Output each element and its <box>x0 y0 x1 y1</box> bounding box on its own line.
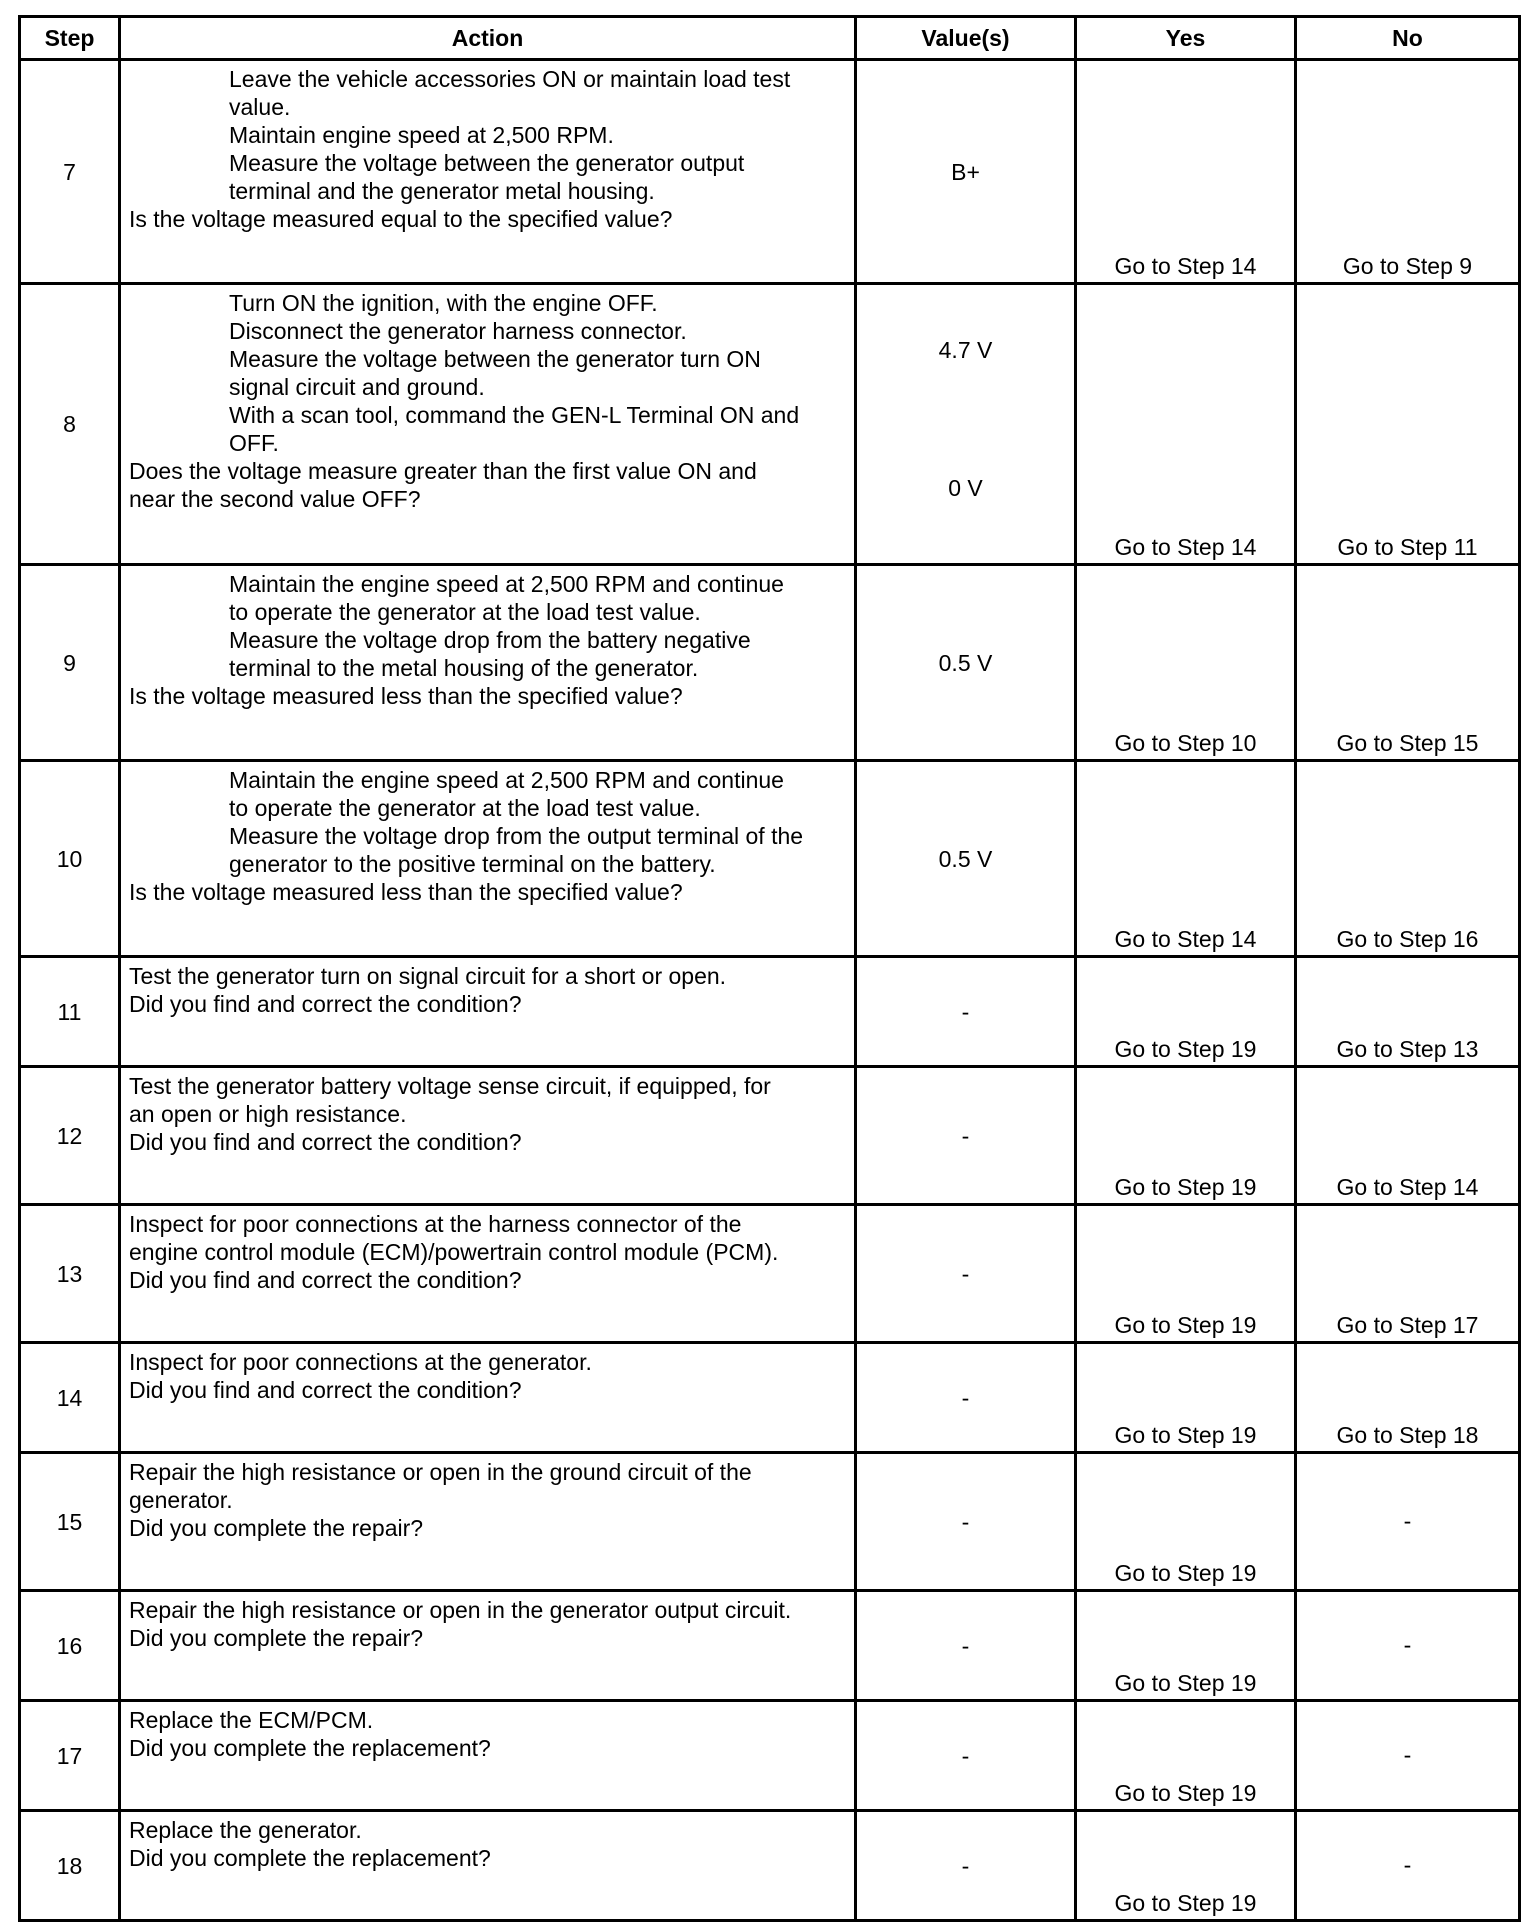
action-text <box>129 1816 846 1844</box>
step-number: 10 <box>20 761 120 957</box>
action-line: Inspect for poor connections at the generator. <box>129 1349 592 1375</box>
action-line: generator. <box>129 1487 233 1513</box>
action-line: engine control module (ECM)/powertrain control module (PCM). <box>129 1239 779 1265</box>
step-number: 15 <box>20 1453 120 1591</box>
action-text <box>129 1348 846 1376</box>
instruction-list <box>129 65 846 205</box>
table-row <box>20 1343 1520 1453</box>
step-number: 8 <box>20 284 120 565</box>
instruction: Maintain engine speed at 2,500 RPM. <box>229 122 614 148</box>
instruction: terminal and the generator metal housing. <box>229 178 655 204</box>
instruction: Disconnect the generator harness connector. <box>229 318 687 344</box>
no-cell: - <box>1296 1811 1520 1921</box>
table-row <box>20 957 1520 1067</box>
no-cell: Go to Step 15 <box>1296 565 1520 761</box>
instruction-list <box>129 766 846 878</box>
action-line: an open or high resistance. <box>129 1101 407 1127</box>
instruction: Maintain the engine speed at 2,500 RPM and continue <box>229 767 784 793</box>
instruction: to operate the generator at the load test value. <box>229 599 701 625</box>
header-values: Value(s) <box>856 17 1076 60</box>
question-line: Does the voltage measure greater than the first value ON and <box>129 458 757 484</box>
question: Did you find and correct the condition? <box>129 1129 522 1155</box>
step-number: 18 <box>20 1811 120 1921</box>
table-row <box>20 1811 1520 1921</box>
instruction: terminal to the metal housing of the generator. <box>229 655 699 681</box>
instruction: signal circuit and ground. <box>229 374 485 400</box>
instruction: Turn ON the ignition, with the engine OFF. <box>229 290 658 316</box>
value-off: 0 V <box>948 475 983 501</box>
action-line: Test the generator battery voltage sense circuit, if equipped, for <box>129 1073 771 1099</box>
table-row <box>20 565 1520 761</box>
step-number: 14 <box>20 1343 120 1453</box>
value-cell: 0.5 V <box>856 761 1076 957</box>
action-cell <box>120 1591 856 1701</box>
step-number: 13 <box>20 1205 120 1343</box>
question: Is the voltage measured equal to the specified value? <box>129 206 673 232</box>
no-cell: Go to Step 11 <box>1296 284 1520 565</box>
table-row <box>20 1591 1520 1701</box>
table-row <box>20 60 1520 284</box>
action-line: Repair the high resistance or open in the generator output circuit. <box>129 1597 792 1623</box>
value-cell: - <box>856 1205 1076 1343</box>
instruction: Measure the voltage drop from the battery negative <box>229 627 751 653</box>
action-cell <box>120 1067 856 1205</box>
yes-cell: Go to Step 19 <box>1076 1453 1296 1591</box>
yes-cell: Go to Step 14 <box>1076 284 1296 565</box>
yes-cell: Go to Step 19 <box>1076 1701 1296 1811</box>
action-cell <box>120 565 856 761</box>
no-cell: Go to Step 18 <box>1296 1343 1520 1453</box>
instruction: Maintain the engine speed at 2,500 RPM and continue <box>229 571 784 597</box>
table-row <box>20 1701 1520 1811</box>
header-action: Action <box>120 17 856 60</box>
action-cell <box>120 1701 856 1811</box>
action-text <box>129 962 846 990</box>
question: Did you complete the repair? <box>129 1625 424 1651</box>
action-text <box>129 1072 846 1128</box>
table-row <box>20 1205 1520 1343</box>
value-cell: - <box>856 957 1076 1067</box>
question <box>129 457 846 513</box>
action-text <box>129 1706 846 1734</box>
table-row <box>20 1067 1520 1205</box>
action-text <box>129 1210 846 1266</box>
action-cell <box>120 1205 856 1343</box>
step-number: 7 <box>20 60 120 284</box>
yes-cell: Go to Step 19 <box>1076 1205 1296 1343</box>
value-cell: - <box>856 1453 1076 1591</box>
table-row <box>20 1453 1520 1591</box>
value-cell: - <box>856 1067 1076 1205</box>
question: Is the voltage measured less than the specified value? <box>129 879 683 905</box>
table-row <box>20 284 1520 565</box>
value-cell: - <box>856 1811 1076 1921</box>
value-cell: B+ <box>856 60 1076 284</box>
instruction: With a scan tool, command the GEN-L Terminal ON and <box>229 402 800 428</box>
action-line: Test the generator turn on signal circuit for a short or open. <box>129 963 727 989</box>
question: Did you complete the repair? <box>129 1515 424 1541</box>
yes-cell: Go to Step 14 <box>1076 60 1296 284</box>
yes-cell: Go to Step 19 <box>1076 1591 1296 1701</box>
value-cell: 0.5 V <box>856 565 1076 761</box>
yes-cell: Go to Step 14 <box>1076 761 1296 957</box>
value-cell: - <box>856 1591 1076 1701</box>
step-number: 16 <box>20 1591 120 1701</box>
action-line: Replace the ECM/PCM. <box>129 1707 374 1733</box>
header-yes: Yes <box>1076 17 1296 60</box>
instruction-list <box>129 570 846 682</box>
action-text <box>129 1596 846 1624</box>
action-cell <box>120 1343 856 1453</box>
yes-cell: Go to Step 19 <box>1076 1811 1296 1921</box>
header-no: No <box>1296 17 1520 60</box>
yes-cell: Go to Step 19 <box>1076 1067 1296 1205</box>
action-cell <box>120 60 856 284</box>
value-cell <box>856 284 1076 565</box>
header-row <box>20 17 1520 60</box>
question: Did you complete the replacement? <box>129 1735 491 1761</box>
action-text <box>129 1458 846 1514</box>
no-cell: Go to Step 9 <box>1296 60 1520 284</box>
question: Did you find and correct the condition? <box>129 1267 522 1293</box>
question-line: near the second value OFF? <box>129 486 421 512</box>
step-number: 9 <box>20 565 120 761</box>
action-cell <box>120 957 856 1067</box>
step-number: 17 <box>20 1701 120 1811</box>
action-line: Repair the high resistance or open in the ground circuit of the <box>129 1459 752 1485</box>
yes-cell: Go to Step 10 <box>1076 565 1296 761</box>
action-cell <box>120 1811 856 1921</box>
no-cell: - <box>1296 1701 1520 1811</box>
step-number: 11 <box>20 957 120 1067</box>
instruction: value. <box>229 94 291 120</box>
table-row <box>20 761 1520 957</box>
action-cell <box>120 284 856 565</box>
action-cell <box>120 1453 856 1591</box>
question: Did you find and correct the condition? <box>129 991 522 1017</box>
no-cell: Go to Step 14 <box>1296 1067 1520 1205</box>
value-cell: - <box>856 1343 1076 1453</box>
no-cell: Go to Step 17 <box>1296 1205 1520 1343</box>
yes-cell: Go to Step 19 <box>1076 1343 1296 1453</box>
action-line: Replace the generator. <box>129 1817 362 1843</box>
value-on: 4.7 V <box>938 337 993 363</box>
action-line: Inspect for poor connections at the harness connector of the <box>129 1211 742 1237</box>
instruction: generator to the positive terminal on the battery. <box>229 851 716 877</box>
diagnostic-table <box>18 15 1521 1922</box>
step-number: 12 <box>20 1067 120 1205</box>
question: Did you find and correct the condition? <box>129 1377 522 1403</box>
action-cell <box>120 761 856 957</box>
instruction: Measure the voltage drop from the output terminal of the <box>229 823 804 849</box>
no-cell: - <box>1296 1591 1520 1701</box>
instruction: Measure the voltage between the generator output <box>229 150 745 176</box>
yes-cell: Go to Step 19 <box>1076 957 1296 1067</box>
instruction: to operate the generator at the load test value. <box>229 795 701 821</box>
question: Is the voltage measured less than the specified value? <box>129 683 683 709</box>
instruction: OFF. <box>229 430 279 456</box>
instruction: Leave the vehicle accessories ON or maintain load test <box>229 66 791 92</box>
no-cell: Go to Step 16 <box>1296 761 1520 957</box>
instruction-list <box>129 289 846 457</box>
instruction: Measure the voltage between the generator turn ON <box>229 346 761 372</box>
no-cell: - <box>1296 1453 1520 1591</box>
question: Did you complete the replacement? <box>129 1845 491 1871</box>
value-cell: - <box>856 1701 1076 1811</box>
no-cell: Go to Step 13 <box>1296 957 1520 1067</box>
header-step: Step <box>20 17 120 60</box>
